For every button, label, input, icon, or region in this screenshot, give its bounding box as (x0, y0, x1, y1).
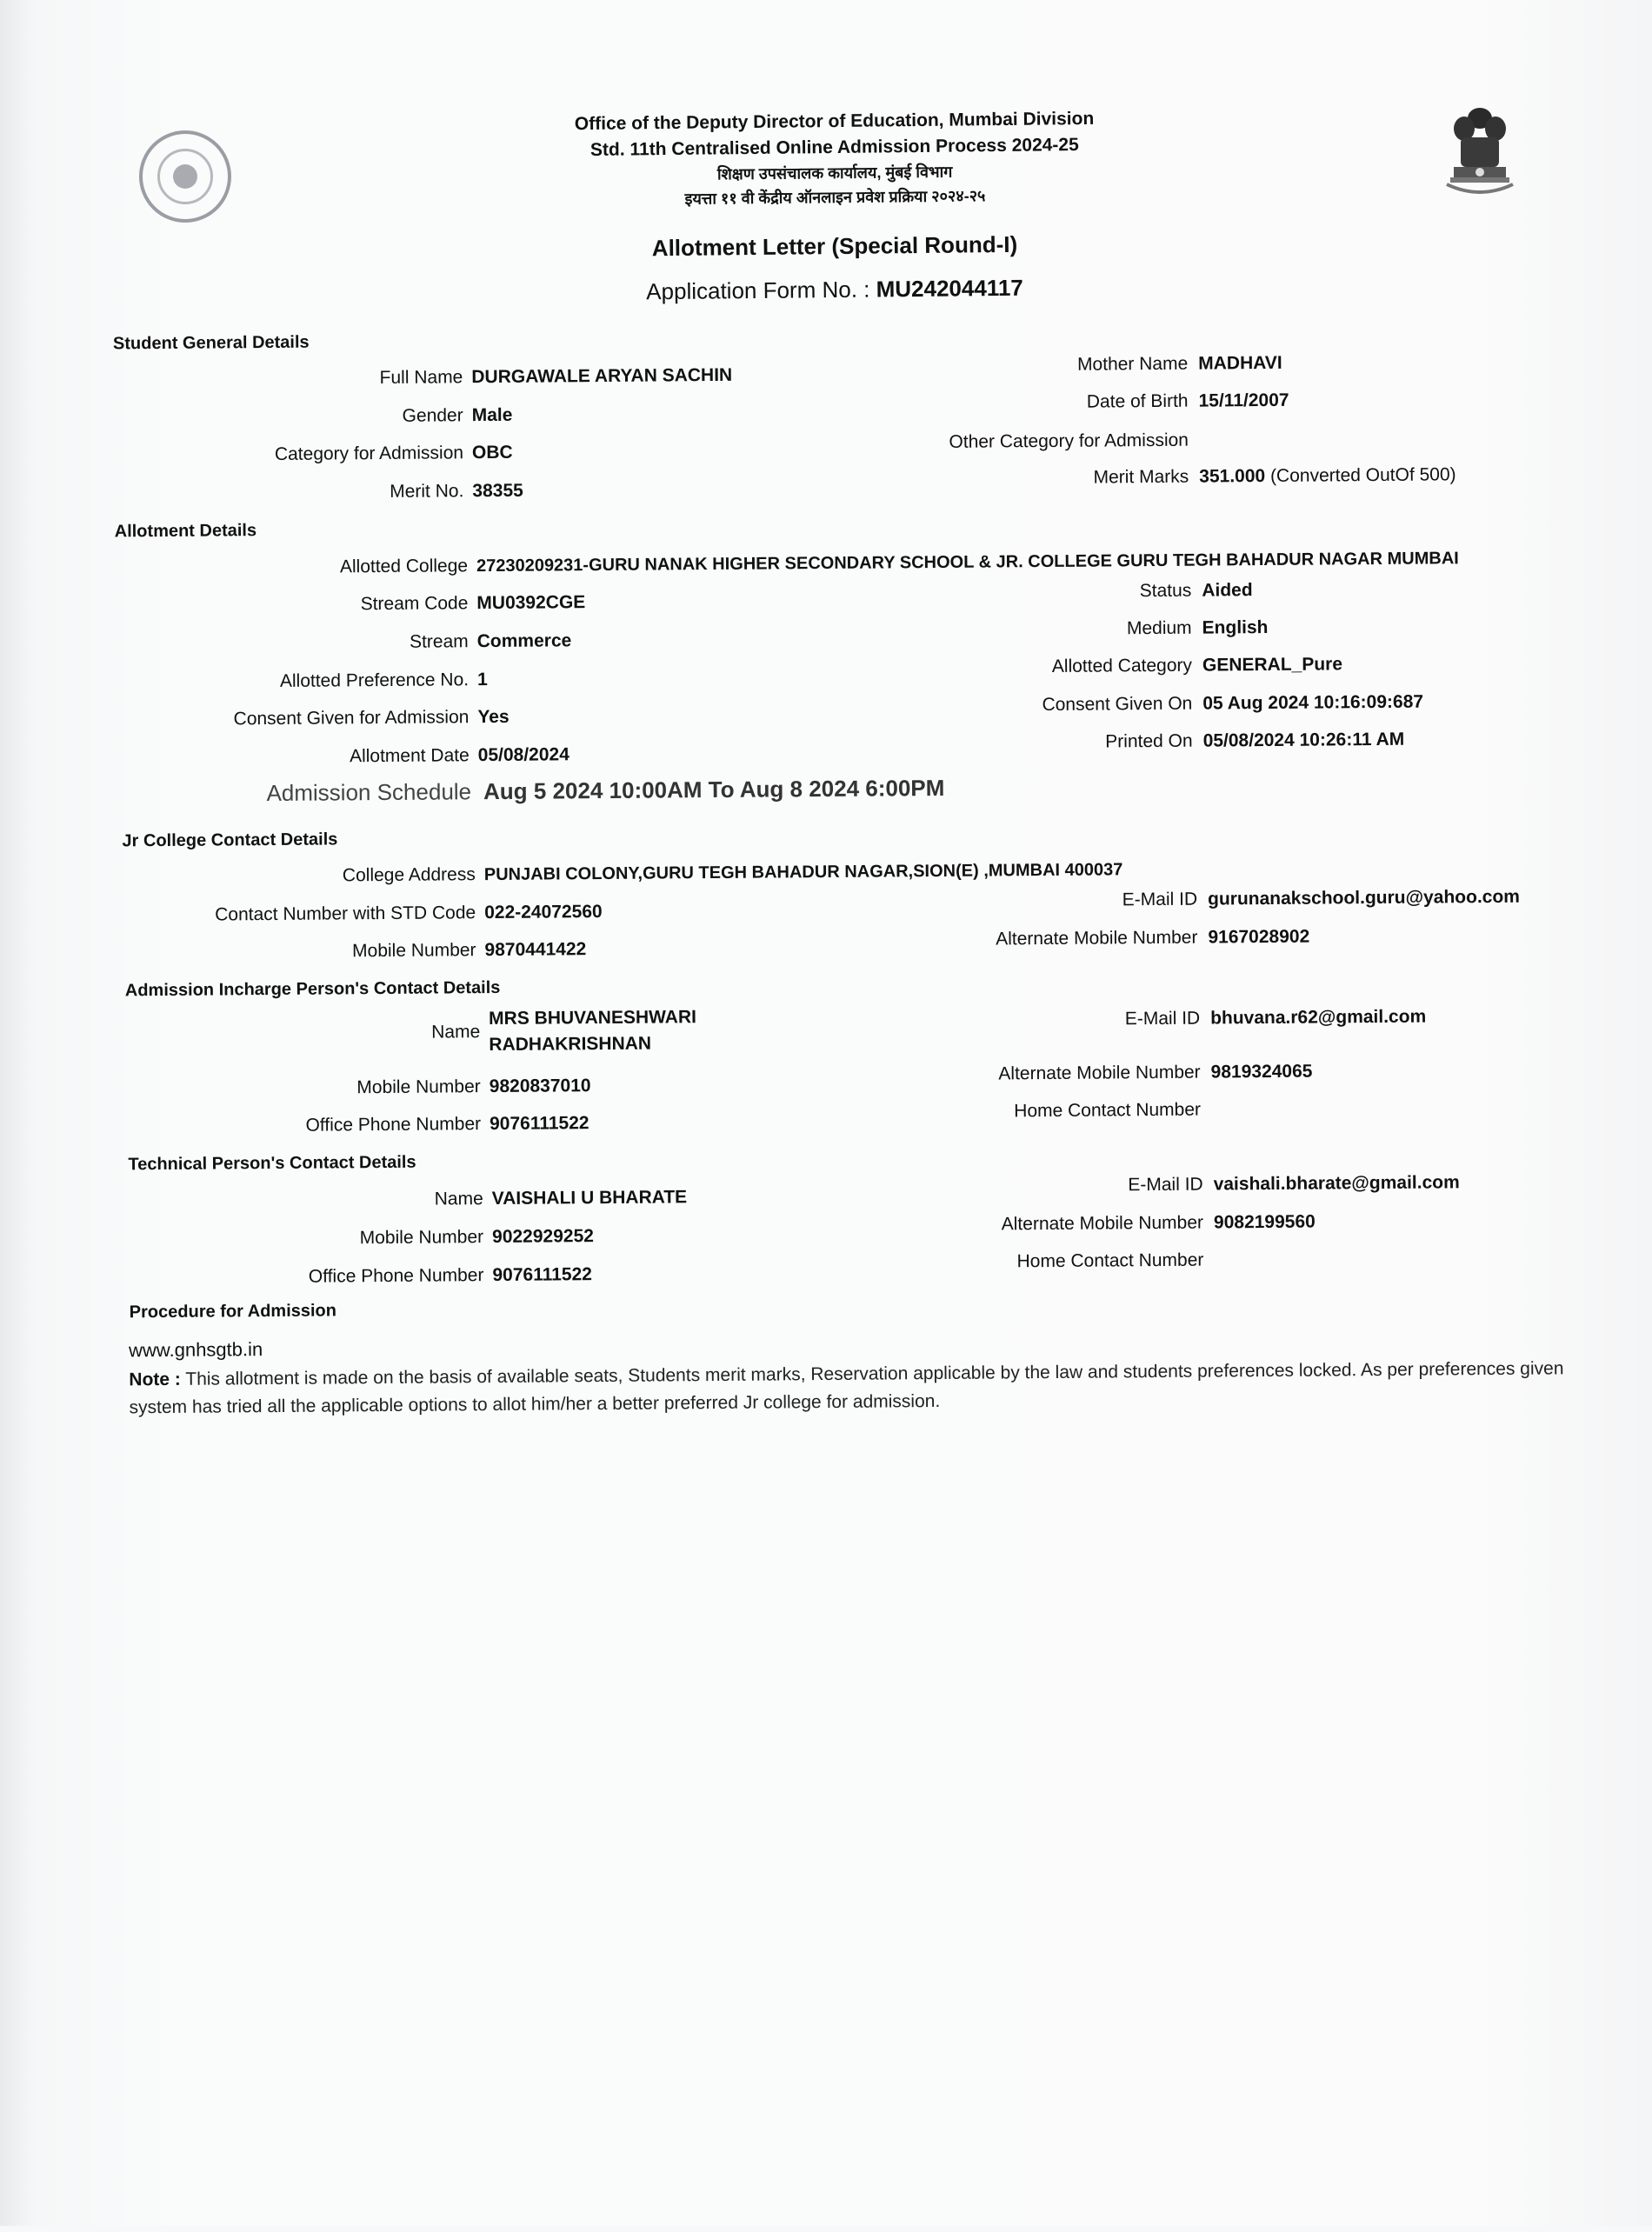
application-number-label: Application Form No. : (646, 277, 870, 305)
label: Status (739, 579, 1191, 607)
label: Mother Name (736, 352, 1188, 380)
value: 9820837010 (490, 1074, 591, 1099)
value: Commerce (477, 629, 572, 654)
label: Admission Schedule (19, 779, 471, 807)
label: Home Contact Number (749, 1098, 1201, 1126)
label: Stream (17, 630, 469, 657)
label: Date of Birth (736, 390, 1188, 417)
label: Alternate Mobile Number (751, 1211, 1203, 1239)
header-office-marathi: शिक्षण उपसंचालक कार्यालय, मुंबई विभाग (487, 157, 1182, 189)
label: Alternate Mobile Number (749, 1061, 1201, 1089)
section-procedure: Procedure for Admission (130, 1301, 336, 1323)
label: Allotted College (16, 554, 468, 582)
label: E-Mail ID (745, 888, 1197, 916)
value: 9819324065 (1211, 1060, 1313, 1085)
label: Allotted Category (740, 654, 1192, 682)
value: Yes (477, 705, 509, 730)
label: Merit Marks (736, 465, 1189, 493)
merit-marks-value: 351.000 (1199, 466, 1265, 487)
label: Contact Number with STD Code (23, 901, 476, 929)
value: 9167028902 (1208, 925, 1309, 950)
value: 27230209231-GURU NANAK HIGHER SECONDARY SCHOOL & JR. COLLEGE GURU TEGH BAHADUR NAGAR MUMBAI (476, 546, 1459, 578)
section-college-contact: Jr College Contact Details (122, 830, 337, 851)
header-process: Std. 11th Centralised Online Admission Process 2024-25 (487, 131, 1182, 164)
value: VAISHALI U BHARATE (492, 1185, 688, 1211)
value-line1: MRS BHUVANESHWARI (489, 1005, 696, 1031)
value: Aided (1202, 578, 1253, 603)
note-label: Note : (129, 1369, 181, 1389)
value (1199, 463, 1456, 489)
value: 9870441422 (484, 937, 586, 963)
label: Consent Given for Admission (17, 705, 469, 733)
label: Category for Admission (11, 441, 463, 469)
label: Merit No. (11, 479, 463, 507)
section-technical-contact: Technical Person's Contact Details (128, 1153, 416, 1176)
label: Consent Given On (740, 692, 1192, 720)
value: MADHAVI (1198, 351, 1282, 376)
value: 9076111522 (492, 1263, 592, 1288)
value: 9076111522 (490, 1111, 590, 1136)
value: gurunanakschool.guru@yahoo.com (1208, 885, 1520, 912)
label: Medium (740, 616, 1192, 644)
value: English (1202, 616, 1269, 641)
header-office: Office of the Deputy Director of Education, Mumbai Division (486, 105, 1182, 138)
value: bhuvana.r62@gmail.com (1210, 1005, 1426, 1031)
section-allotment: Allotment Details (115, 521, 257, 542)
label: College Address (23, 863, 476, 890)
value: 05 Aug 2024 10:16:09:687 (1202, 690, 1423, 716)
value: Aug 5 2024 10:00AM To Aug 8 2024 6:00PM (483, 776, 945, 803)
label: Allotment Date (17, 743, 470, 771)
section-student-general: Student General Details (113, 333, 310, 355)
label: Name (31, 1187, 483, 1215)
value: OBC (472, 441, 513, 465)
header-process-marathi: इयत्ता ११ वी केंद्रीय ऑनलाइन प्रवेश प्रक्रिया २०२४-२५ (487, 182, 1182, 213)
value: 05/08/2024 10:26:11 AM (1203, 728, 1405, 754)
label: Home Contact Number (751, 1249, 1203, 1276)
label: Gender (11, 403, 463, 431)
label: Alternate Mobile Number (745, 926, 1197, 954)
page-title: Allotment Letter (Special Round-I) (487, 230, 1182, 263)
label: Other Category for Admission (736, 429, 1189, 456)
value: 1 (477, 668, 488, 692)
label: Full Name (10, 365, 463, 393)
value: MU0392CGE (476, 590, 585, 616)
section-incharge-contact: Admission Incharge Person's Contact Details (125, 978, 501, 1001)
allotment-note (129, 1355, 1572, 1422)
label: E-Mail ID (751, 1173, 1203, 1201)
label: Office Phone Number (31, 1263, 483, 1291)
value: 9082199560 (1214, 1210, 1316, 1236)
value: vaishali.bharate@gmail.com (1214, 1170, 1460, 1196)
value: GENERAL_Pure (1202, 652, 1342, 677)
label: Allotted Preference No. (17, 668, 469, 696)
value-line2: RADHAKRISHNAN (489, 1032, 651, 1057)
label: Name (28, 1020, 480, 1048)
value: DURGAWALE ARYAN SACHIN (471, 363, 732, 390)
label: Printed On (741, 730, 1193, 757)
value: 022-24072560 (484, 900, 603, 925)
label: Mobile Number (23, 938, 476, 966)
college-website: www.gnhsgtb.in (129, 1338, 263, 1362)
merit-marks-note: (Converted OutOf 500) (1270, 464, 1456, 486)
value: 05/08/2024 (478, 743, 570, 768)
value: 38355 (472, 479, 523, 503)
label: Office Phone Number (29, 1112, 481, 1140)
note-text: This allotment is made on the basis of available seats, Students merit marks, Reservation applicable by the law and students preferences locked. As per preferences given system has tried all the applicable options to allot him/her a better preferred Jr college for admission. (130, 1358, 1564, 1417)
application-number-value: MU242044117 (876, 275, 1023, 303)
label: Stream Code (16, 591, 468, 619)
value: Male (472, 403, 513, 428)
value: 9022929252 (492, 1224, 594, 1249)
label: E-Mail ID (748, 1007, 1200, 1035)
value: 15/11/2007 (1198, 389, 1289, 414)
label: Mobile Number (31, 1225, 483, 1253)
label: Mobile Number (29, 1075, 481, 1103)
value: PUNJABI COLONY,GURU TEGH BAHADUR NAGAR,SION(E) ,MUMBAI 400037 (484, 857, 1123, 887)
